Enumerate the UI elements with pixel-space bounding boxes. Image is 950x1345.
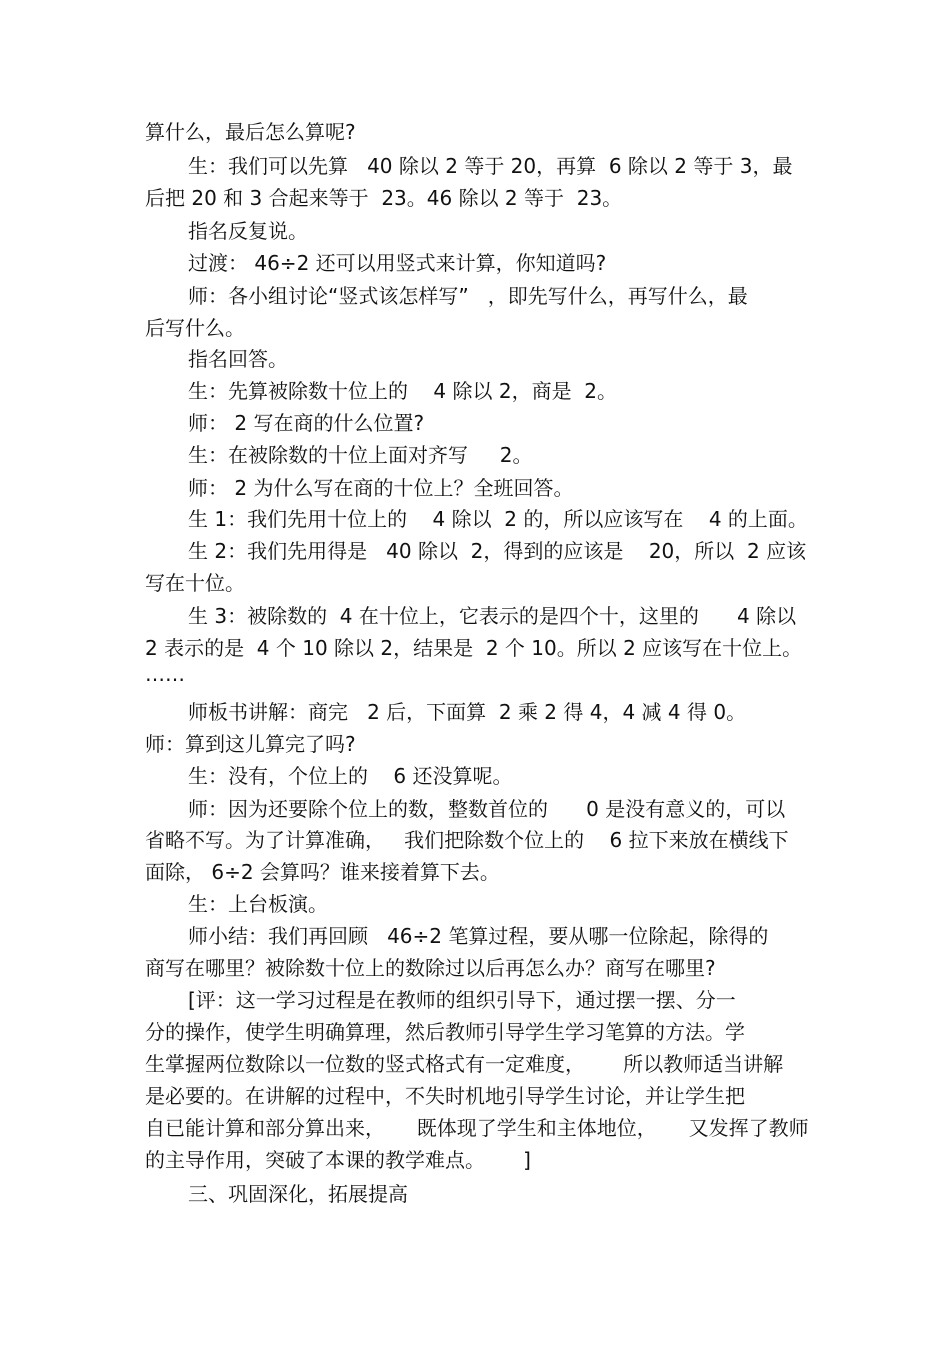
text-line: 师： 2 写在商的什么位置?	[188, 411, 425, 435]
text-line: 是必要的。在讲解的过程中，不失时机地引导学生讨论，并让学生把	[145, 1084, 745, 1108]
text-line: 师： 2 为什么写在商的十位上？全班回答。	[188, 476, 574, 500]
text-line: [评：这一学习过程是在教师的组织引导下，通过摆一摆、分一	[188, 988, 736, 1012]
text-line: 师板书讲解：商完 2 后，下面算 2 乘 2 得 4，4 减 4 得 0。	[188, 700, 747, 724]
text-line: 算什么，最后怎么算呢?	[145, 120, 356, 144]
text-line: 师：因为还要除个位上的数，整数首位的 0 是没有意义的，可以	[188, 797, 786, 821]
text-line: 生：先算被除数十位上的 4 除以 2，商是 2。	[188, 379, 618, 403]
text-line: 生 1：我们先用十位上的 4 除以 2 的，所以应该写在 4 的上面。	[188, 507, 808, 531]
text-line: 师：算到这儿算完了吗?	[145, 732, 356, 756]
text-line: 指名反复说。	[188, 219, 308, 243]
text-line: 过渡： 46÷2 还可以用竖式来计算，你知道吗?	[188, 251, 607, 275]
text-line: 商写在哪里？被除数十位上的数除过以后再怎么办？商写在哪里?	[145, 956, 716, 980]
text-line: 后把 20 和 3 合起来等于 23。46 除以 2 等于 23。	[145, 186, 623, 210]
text-line: 师小结：我们再回顾 46÷2 笔算过程，要从哪一位除起，除得的	[188, 924, 769, 948]
text-line: 自已能计算和部分算出来， 既体现了学生和主体地位， 又发挥了教师	[145, 1116, 809, 1140]
text-line: 的主导作用，突破了本课的教学难点。 ]	[145, 1148, 531, 1172]
text-line: 生：没有，个位上的 6 还没算呢。	[188, 764, 513, 788]
text-line: ……	[145, 662, 185, 686]
text-line: 生 3：被除数的 4 在十位上，它表示的是四个十，这里的 4 除以	[188, 604, 797, 628]
text-line: 后写什么。	[145, 316, 245, 340]
text-line: 分的操作，使学生明确算理，然后教师引导学生学习笔算的方法。学	[145, 1020, 745, 1044]
text-line: 省略不写。为了计算准确， 我们把除数个位上的 6 拉下来放在横线下	[145, 828, 789, 852]
text-line: 生：我们可以先算 40 除以 2 等于 20，再算 6 除以 2 等于 3，最	[188, 154, 793, 178]
text-line: 生掌握两位数除以一位数的竖式格式有一定难度， 所以教师适当讲解	[145, 1052, 784, 1076]
text-line: 指名回答。	[188, 347, 288, 371]
text-line: 生：上台板演。	[188, 892, 328, 916]
text-line: 2 表示的是 4 个 10 除以 2，结果是 2 个 10。所以 2 应该写在十位上。	[145, 636, 803, 660]
text-line: 生：在被除数的十位上面对齐写 2。	[188, 443, 533, 467]
text-line: 师：各小组讨论“竖式该怎样写” ，即先写什么，再写什么，最	[188, 284, 748, 308]
text-line: 生 2：我们先用得是 40 除以 2，得到的应该是 20，所以 2 应该	[188, 539, 807, 563]
text-line: 写在十位。	[145, 571, 245, 595]
section-heading: 三、巩固深化，拓展提高	[188, 1182, 408, 1206]
text-line: 面除， 6÷2 会算吗？谁来接着算下去。	[145, 860, 500, 884]
